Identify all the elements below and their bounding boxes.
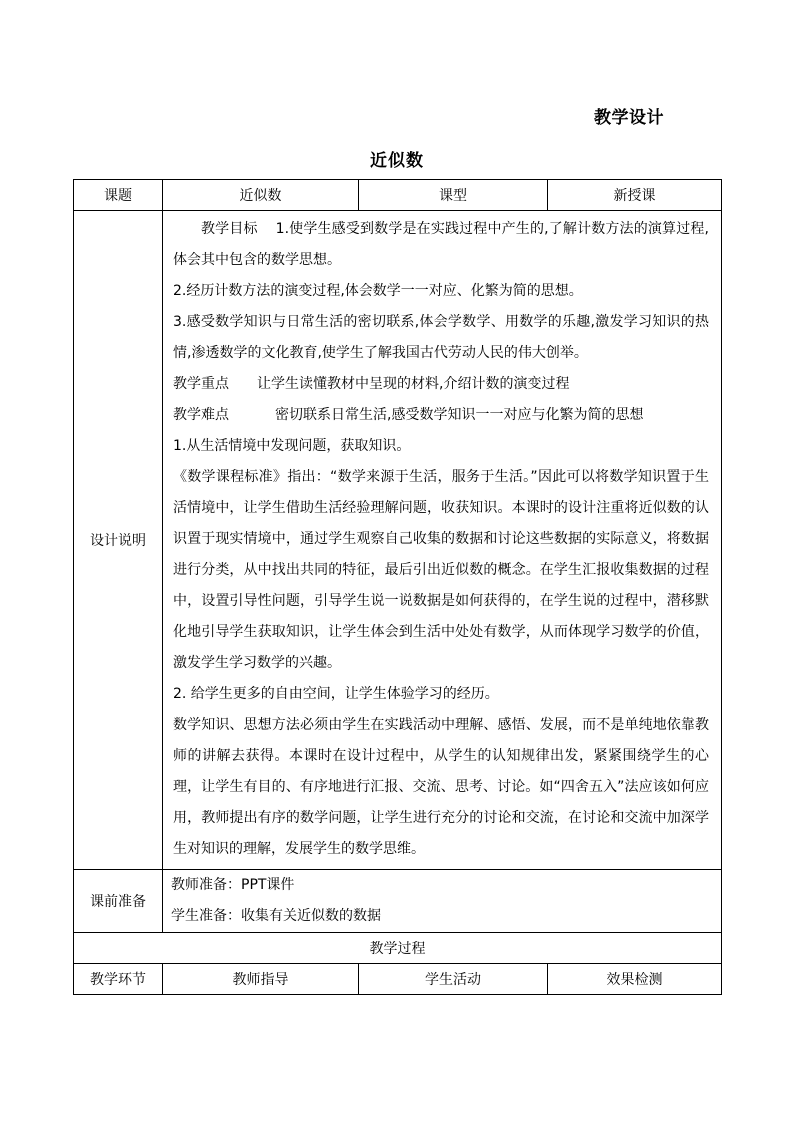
col-stage: 教学环节 [74,964,163,995]
point-1-body: 《数学课程标准》指出：“数学来源于生活，服务于生活。”因此可以将数学知识置于生活情境中，让学生借助生活经验理解问题，收获知识。本课时的设计注重将近似数的认识置于现实情境中，通过学生观察自己收集的数据和讨论这些数据的实际意义，将数据进行分类，从中找出共同的特征，最后引出近似数的概念。在学生汇报收集数据的过程中，设置引导性问题，引导学生说一说数据是如何获得的，在学生说的过程中，潜移默化地引导学生获取知识，让学生体会到生活中处处有数学，从而体现学习数学的价值，激发学生学习数学的兴趣。 [173,469,709,671]
design-row [74,211,722,870]
design-content [163,211,722,870]
process-row [74,933,722,964]
col-teacher-guide: 教师指导 [163,964,359,995]
focus [173,369,709,400]
point-2-body: 数学知识、思想方法必须由学生在实践活动中理解、感悟、发展，而不是单纯地依靠教师的讲解去获得。本课时在设计过程中，从学生的认知规律出发，紧紧围绕学生的心理，让学生有目的、有序地进行汇报、交流、思考、讨论。如“四舍五入”法应该如何应用，教师提出有序的数学问题，让学生进行充分的讨论和交流，在讨论和交流中加深学生对知识的理解，发展学生的数学思维。 [173,717,709,857]
topic-label: 课题 [74,180,163,211]
lesson-type-label: 课型 [359,180,548,211]
lesson-type-value: 新授课 [548,180,722,211]
goal-2: 2.经历计数方法的演变过程,体会数学一一对应、化繁为简的思想。 [173,283,583,299]
design-label: 设计说明 [74,211,163,870]
topic-value: 近似数 [163,180,359,211]
student-prep: 学生准备：收集有关近似数的数据 [171,908,381,924]
document-tag: 教学设计 [594,108,664,128]
lesson-plan-table [73,179,722,995]
goal-1-text: 1.使学生感受到数学是在实践过程中产生的,了解计数方法的演算过程,体会其中包含的数学思想。 [173,221,709,268]
prep-row [74,870,722,933]
goal-1 [173,214,709,276]
topic-row [74,180,722,211]
col-student-activity: 学生活动 [359,964,548,995]
goals-label: 教学目标 [201,221,258,237]
prep-label: 课前准备 [74,870,163,933]
difficulty-text: 密切联系日常生活,感受数学知识一一对应与化繁为简的思想 [275,407,644,423]
focus-text: 让学生读懂教材中呈现的材料,介绍计数的演变过程 [257,376,570,392]
prep-content [163,870,722,933]
document-title: 近似数 [370,151,424,171]
columns-row [74,964,722,995]
col-effect-check: 效果检测 [548,964,722,995]
point-1-title: 1.从生活情境中发现问题，获取知识。 [173,438,411,454]
difficulty-label: 教学难点 [173,407,229,423]
focus-label: 教学重点 [173,376,229,392]
teacher-prep: 教师准备：PPT课件 [171,877,295,893]
difficulty [173,400,709,431]
point-2-title: 2. 给学生更多的自由空间，让学生体验学习的经历。 [173,686,499,702]
process-title: 教学过程 [74,933,722,964]
goal-3: 3.感受数学知识与日常生活的密切联系,体会学数学、用数学的乐趣,激发学习知识的热情,渗透数学的文化教育,使学生了解我国古代劳动人民的伟大创举。 [173,314,709,361]
